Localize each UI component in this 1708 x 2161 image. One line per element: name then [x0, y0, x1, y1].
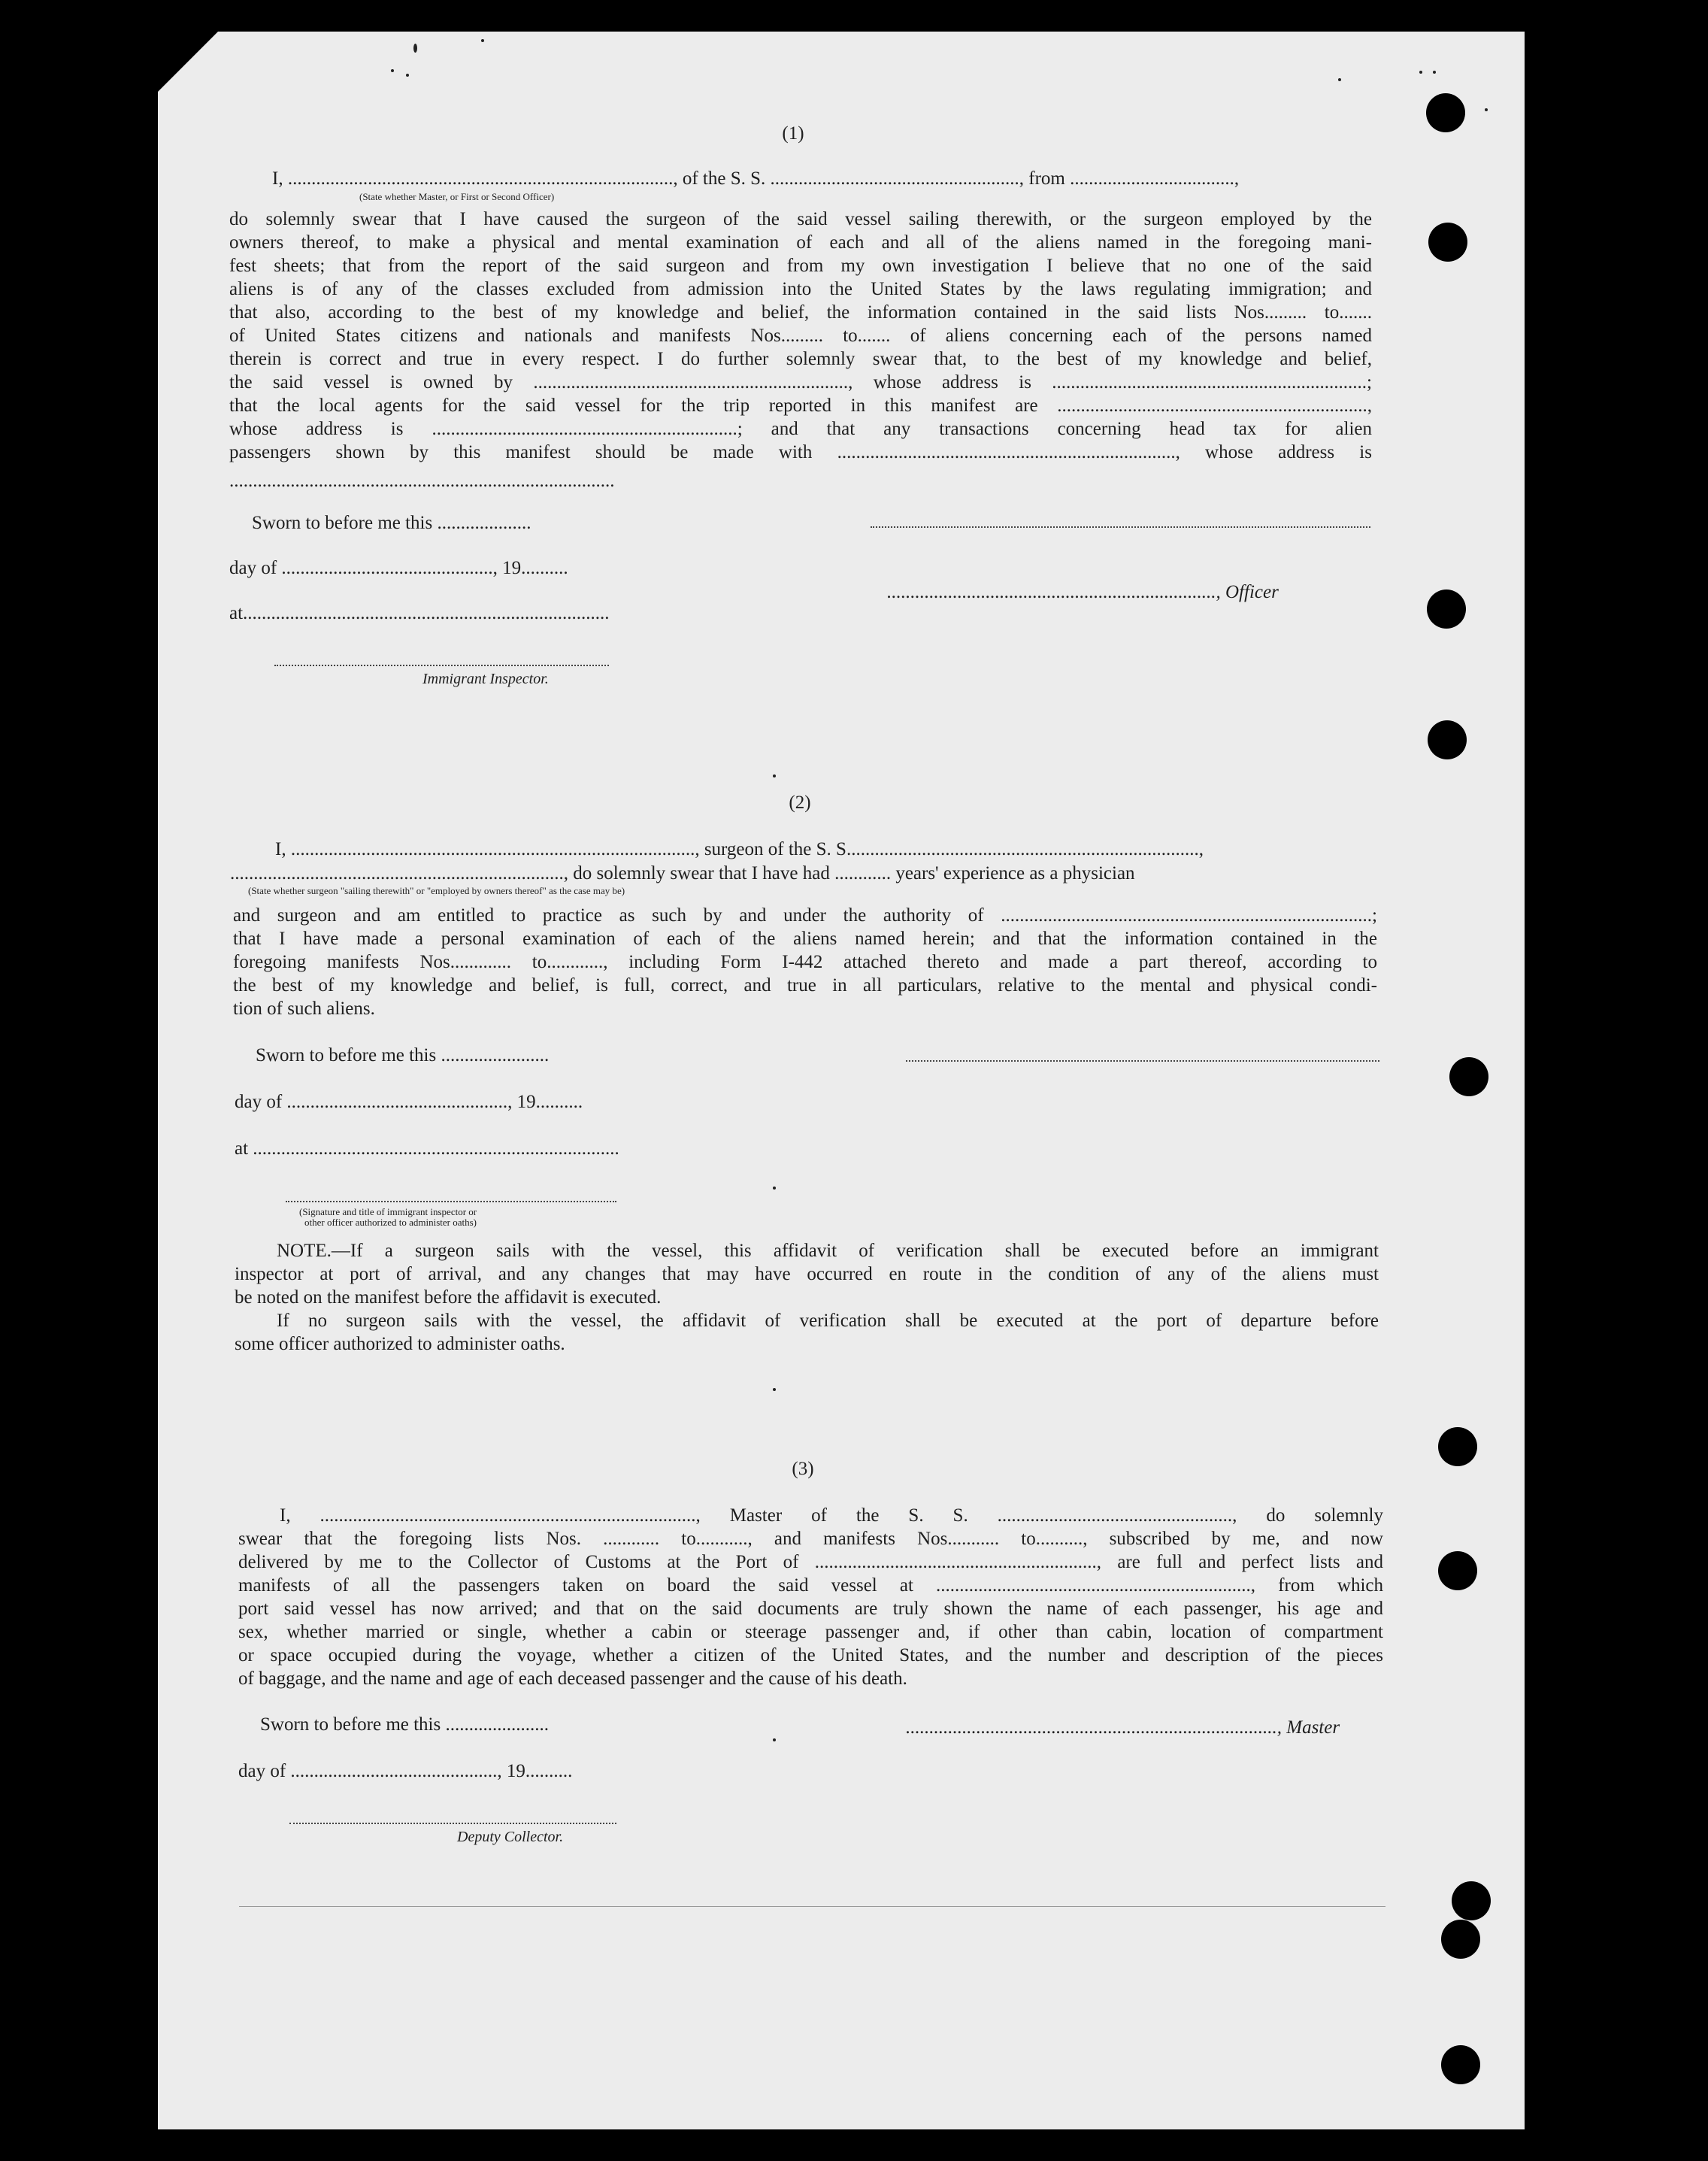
speck [773, 1388, 776, 1391]
section-1-sworn: Sworn to before me this .................... [252, 513, 531, 533]
section-3-sworn: Sworn to before me this ...................... [260, 1714, 549, 1735]
section-1-trailing-line: .................................................................................. [229, 471, 615, 491]
section-1-inspector-label: Immigrant Inspector. [422, 671, 549, 687]
section-3-master: ..............................................................................., Master [906, 1717, 1340, 1738]
speck [773, 1738, 776, 1741]
section-1-at: at.............................................................................. [229, 603, 610, 623]
note-line: inspector at port of arrival, and any changes that may have occurred en route in the condition of any of the aliens must [235, 1264, 1379, 1284]
section-2-number: (2) [789, 793, 811, 813]
speck [391, 69, 394, 72]
paragraph-line: sex, whether married or single, whether a cabin or steerage passenger and, if other than cabin, location of compartment [238, 1622, 1383, 1642]
section-3-number: (3) [792, 1459, 814, 1479]
paragraph-line: or space occupied during the voyage, whether a citizen of the United States, and the number and description of the pieces [238, 1645, 1383, 1665]
speck [1485, 108, 1488, 111]
punch-hole [1441, 1920, 1480, 1959]
section-2-signature-hint-2: other officer authorized to administer oaths) [304, 1217, 477, 1228]
section-1-number: (1) [782, 123, 804, 144]
punch-hole [1427, 590, 1466, 629]
section-2-hint: (State whether surgeon "sailing therewith" or "employed by owners thereof" as the case may be) [248, 885, 625, 896]
section-3-last-line: of baggage, and the name and age of each deceased passenger and the cause of his death. [238, 1668, 907, 1689]
paragraph-line: and surgeon and am entitled to practice as such by and under the authority of ...............................................................................; [233, 905, 1377, 926]
speck [406, 74, 409, 77]
section-2-note-2-last: some officer authorized to administer oaths. [235, 1334, 565, 1354]
paragraph-line: the best of my knowledge and belief, is full, correct, and true in all particulars, relative to the mental and physical condi- [233, 975, 1377, 996]
paragraph-line: passengers shown by this manifest should be made with ........................................................................, whose address is [229, 442, 1372, 462]
section-2-at: at .............................................................................. [235, 1138, 619, 1159]
section-1-first-line: I, .................................................................................., of the S. S. ....................................................., from ..................................., [272, 168, 1240, 189]
punch-hole [1438, 1427, 1477, 1466]
section-1-officer-top-line [871, 526, 1370, 528]
paragraph-line: that I have made a personal examination of each of the aliens named herein; and that the information contained in the [233, 929, 1377, 949]
speck [413, 44, 417, 53]
paragraph-line: delivered by me to the Collector of Customs at the Port of ............................................................, are full and perfect lists and [238, 1552, 1383, 1572]
paragraph-line: swear that the foregoing lists Nos. ............ to..........., and manifests Nos........... to.........., subscribed by me, and now [238, 1529, 1383, 1549]
section-3-collector-signature-line [289, 1823, 616, 1824]
paragraph-line: aliens is of any of the classes excluded from admission into the United States by the laws regulating immigration; and [229, 279, 1372, 299]
speck [773, 1187, 776, 1190]
section-1-day: day of ............................................., 19.......... [229, 558, 568, 578]
paragraph-line: I, ................................................................................, Master of the S. S. .................................................., do solemnly [280, 1505, 1383, 1526]
section-2-signature-line [286, 1201, 616, 1202]
section-2-officer-line [906, 1060, 1379, 1062]
paragraph-line: of United States citizens and nationals and manifests Nos......... to....... of aliens concerning each of the persons named [229, 326, 1372, 346]
paragraph-line: port said vessel has now arrived; and that on the said documents are truly shown the name of each passenger, his age and [238, 1599, 1383, 1619]
section-2-second-line: ......................................................................., do solemnly swear that I have had ............ years' experience as a physician [230, 863, 1135, 883]
note-line: NOTE.—If a surgeon sails with the vessel, this affidavit of verification shall be executed before an immigrant [277, 1241, 1379, 1261]
paragraph-line: do solemnly swear that I have caused the surgeon of the said vessel sailing therewith, or the surgeon employed by the [229, 209, 1372, 229]
speck [1433, 71, 1436, 74]
section-1-hint: (State whether Master, or First or Second Officer) [359, 191, 555, 202]
section-3-collector-label: Deputy Collector. [457, 1829, 564, 1845]
section-2-sworn: Sworn to before me this ....................... [256, 1045, 550, 1065]
punch-hole [1449, 1057, 1488, 1096]
speck [481, 39, 484, 42]
section-1-officer: ......................................................................, Officer [887, 582, 1279, 602]
paragraph-line: owners thereof, to make a physical and mental examination of each and all of the aliens named in the foregoing mani- [229, 232, 1372, 253]
section-3-day: day of ............................................, 19.......... [238, 1761, 573, 1781]
punch-hole [1441, 2045, 1480, 2084]
paragraph-line: foregoing manifests Nos............. to............, including Form I-442 attached thereto and made a part thereof, according to [233, 952, 1377, 972]
paragraph-line: fest sheets; that from the report of the said surgeon and from my own investigation I believe that no one of the said [229, 256, 1372, 276]
section-2-note-last: be noted on the manifest before the affidavit is executed. [235, 1287, 662, 1308]
punch-hole [1438, 1551, 1477, 1590]
speck [1419, 71, 1422, 74]
punch-hole [1426, 93, 1465, 132]
speck [773, 774, 776, 777]
paragraph-line: whose address is .................................................................; and that any transactions concerning head tax for alien [229, 419, 1372, 439]
paragraph-line: that also, according to the best of my knowledge and belief, the information contained in the said lists Nos......... to....... [229, 302, 1372, 323]
punch-hole [1452, 1881, 1491, 1920]
punch-hole [1428, 720, 1467, 759]
section-2-day: day of ..............................................., 19.......... [235, 1092, 583, 1112]
section-2-last-line: tion of such aliens. [233, 999, 375, 1019]
section-2-first-line: I, ......................................................................................, surgeon of the S. S..........................................................................., [275, 839, 1204, 859]
paragraph-line: that the local agents for the said vessel for the trip reported in this manifest are .................................................................., [229, 396, 1372, 416]
bottom-rule [239, 1906, 1385, 1907]
speck [1338, 78, 1341, 81]
section-2-paragraph [233, 904, 1377, 997]
note-line: If no surgeon sails with the vessel, the affidavit of verification shall be executed at the port of departure before [277, 1311, 1379, 1331]
section-2-signature-hint-1: (Signature and title of immigrant inspector or [299, 1206, 477, 1217]
section-3-paragraph [238, 1504, 1383, 1667]
section-1-paragraph [229, 208, 1372, 464]
paragraph-line: the said vessel is owned by ..................................................................., whose address is ...................................................................; [229, 372, 1372, 392]
punch-hole [1428, 223, 1467, 262]
paragraph-line: therein is correct and true in every respect. I do further solemnly swear that, to the best of my knowledge and belief, [229, 349, 1372, 369]
section-1-inspector-signature-line [274, 665, 609, 666]
paragraph-line: manifests of all the passengers taken on board the said vessel at ..................................................................., from which [238, 1575, 1383, 1596]
section-2-note-2 [235, 1309, 1379, 1332]
section-2-note [235, 1239, 1379, 1286]
